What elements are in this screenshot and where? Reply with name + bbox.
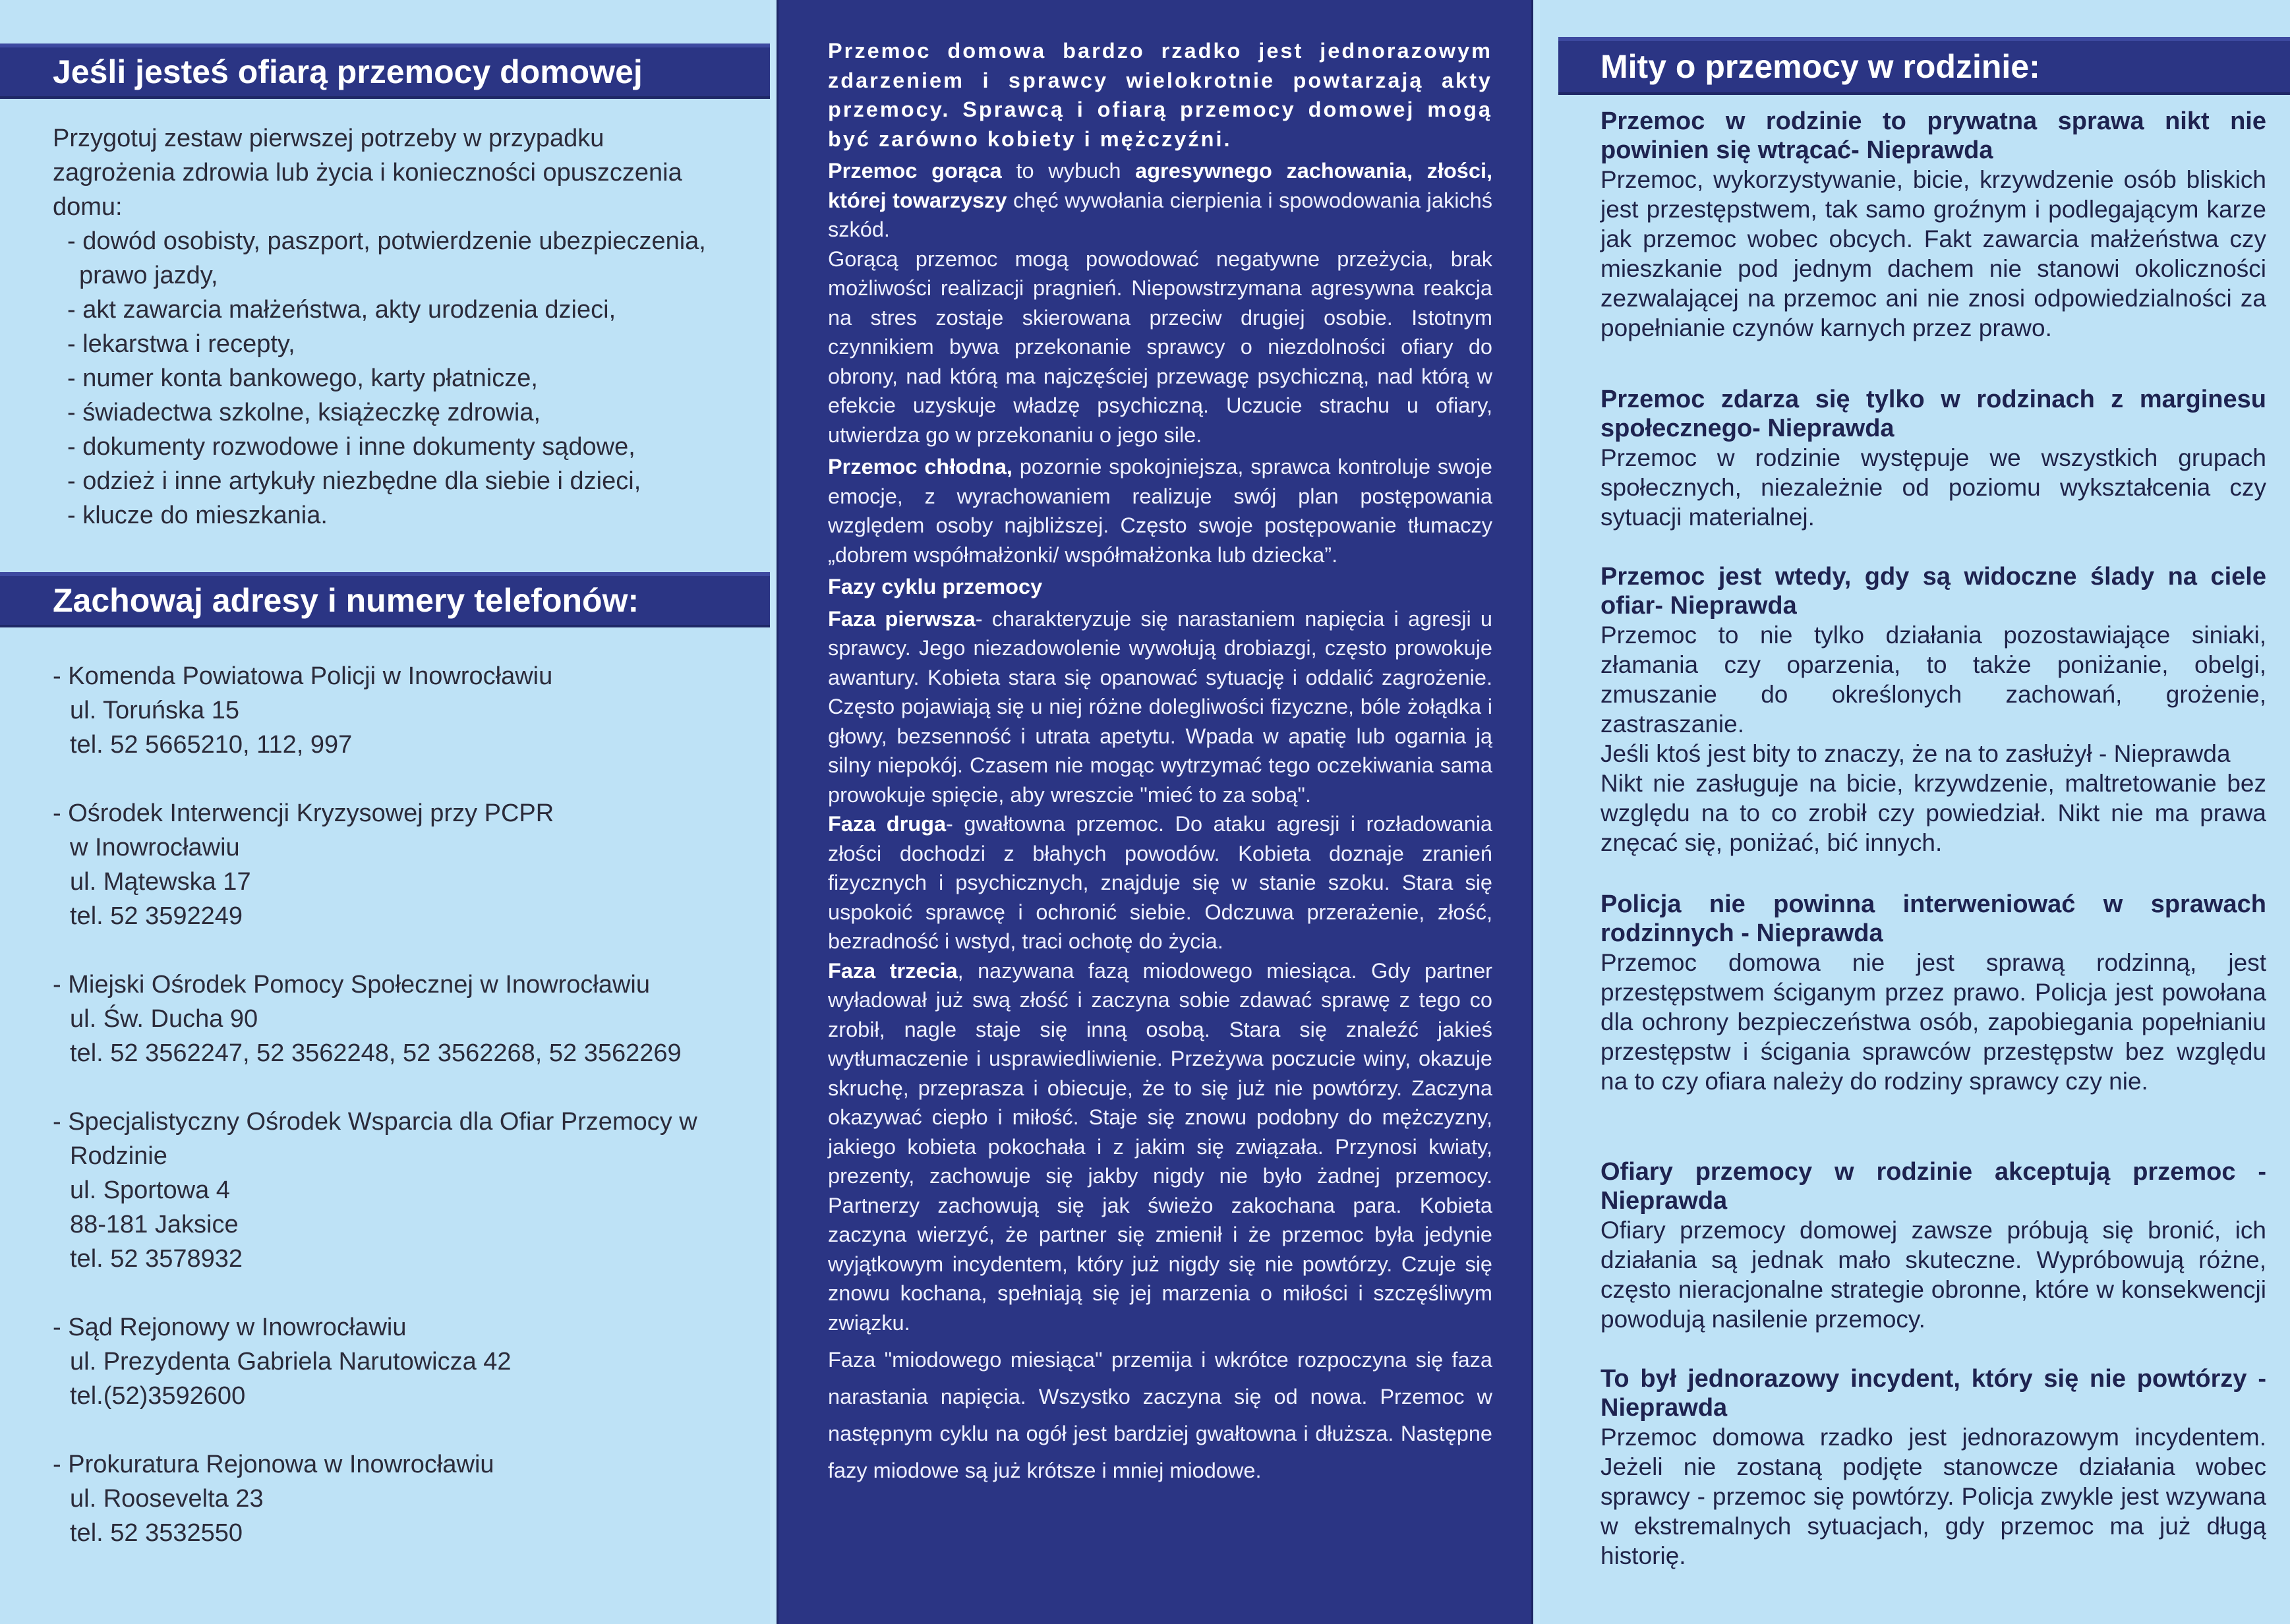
contacts-list (53, 659, 738, 1584)
myth-title: Ofiary przemocy w rodzinie akceptują przemoc - Nieprawda (1600, 1158, 2266, 1215)
contact-name: - Ośrodek Interwencji Kryzysowej przy PCPR (53, 796, 738, 830)
contact-line: ul. Roosevelta 23 (70, 1485, 264, 1513)
hot-violence-label: Przemoc gorąca (828, 159, 1002, 183)
myth-text: Przemoc w rodzinie występuje we wszystkich grupach społecznych, niezależnie od poziomu wykształcenia czy sytuacji materialnej. (1600, 444, 2266, 531)
list-item: - akt zawarcia małżeństwa, akty urodzenia dzieci, (53, 293, 712, 327)
list-item: - lekarstwa i recepty, (53, 327, 712, 361)
emergency-kit-intro: Przygotuj zestaw pierwszej potrzeby w przypadku zagrożenia zdrowia lub życia i konieczności opuszczenia domu: (53, 125, 682, 221)
list-item: - świadectwa szkolne, książeczkę zdrowia, (53, 395, 712, 430)
contact-line: tel.(52)3592600 (70, 1382, 246, 1410)
phases-title (828, 572, 1492, 602)
phases-title-text: Fazy cyklu przemocy (828, 575, 1043, 598)
contact-line: tel. 52 3562247, 52 3562248, 52 3562268, 52 3562269 (70, 1039, 682, 1067)
myth-text: Przemoc domowa rzadko jest jednorazowym incydentem. Jeżeli nie zostaną podjęte stanowcze działania wobec sprawcy - przemoc się powtórzy. Policja zwykle jest wzywana w ekstremalnych sytuacjach, gdy przemoc ma już długą historię. (1600, 1424, 2266, 1569)
ending-paragraph: Faza "miodowego miesiąca" przemija i wkrótce rozpoczyna się faza narastania napięcia. Wszystko zaczyna się od nowa. Przemoc w następnym cyklu na ogół jest bardziej gwałtowna i dłuższa. Następne fazy miodowe są już krótsze i mniej miodowe. (828, 1348, 1492, 1482)
myth-item (1600, 385, 2266, 532)
emergency-kit-list (53, 224, 712, 533)
list-item: - odzież i inne artykuły niezbędne dla siebie i dzieci, (53, 464, 712, 498)
contact-crisis-center (53, 796, 738, 933)
header-if-victim-text: Jeśli jesteś ofiarą przemocy domowej (53, 53, 643, 90)
contact-line: tel. 52 3578932 (70, 1245, 243, 1273)
hot-violence-bold: agresywnego zachowania, złości, której towarzyszy (828, 159, 1492, 212)
hot-violence-paragraph-2: Gorącą przemoc mogą powodować negatywne przeżycia, brak możliwości realizacji pragnień. Niepowstrzymana agresywna reakcja na stres zostaje skierowana przeciw drugiej osobie. Istotnym czynnikiem bywa przekonanie sprawcy o niezdolności ofiary do obrony, nad którą ma najczęściej przewagę psychiczną, nad którą w efekcie uzyskuje władzę psychiczną. Uczucie strachu u ofiary, utwierdza go w przekonaniu o jego sile. (828, 246, 1492, 447)
header-contacts (0, 572, 770, 627)
contact-line: ul. Mątewska 17 (70, 868, 251, 896)
header-myths (1558, 37, 2290, 95)
contact-social-welfare (53, 968, 738, 1070)
contact-line: tel. 52 3592249 (70, 902, 243, 930)
contact-line: Rodzinie (70, 1142, 167, 1170)
contact-line: ul. Sportowa 4 (70, 1176, 230, 1204)
phase-one-label: Faza pierwsza (828, 606, 976, 631)
myth-item (1600, 890, 2266, 1096)
phase-two-label: Faza druga (828, 812, 947, 836)
contact-line: tel. 52 3532550 (70, 1519, 243, 1547)
cold-violence-paragraph (828, 452, 1492, 569)
contact-name: - Prokuratura Rejonowa w Inowrocławiu (53, 1447, 738, 1482)
contact-line: 88-181 Jaksice (70, 1211, 239, 1238)
cold-violence-label: Przemoc chłodna, (828, 455, 1013, 478)
list-item: - numer konta bankowego, karty płatnicze, (53, 361, 712, 395)
hot-violence-paragraph (828, 156, 1492, 245)
contact-line: ul. Św. Ducha 90 (70, 1005, 258, 1033)
phase-one-paragraph (828, 604, 1492, 810)
list-item: - klucze do mieszkania. (53, 498, 712, 533)
contact-name: - Komenda Powiatowa Policji w Inowrocławiu (53, 659, 738, 693)
contact-name: - Sąd Rejonowy w Inowrocławiu (53, 1310, 738, 1345)
contact-line: ul. Toruńska 15 (70, 697, 240, 724)
myth-extra-text: Nikt nie zasługuje na bicie, krzywdzenie, maltretowanie bez względu na to co zrobił czy powiedział. Nikt nie ma prawa znęcać się, poniżać, bić innych. (1600, 770, 2266, 856)
myth-title: To był jednorazowy incydent, który się nie powtórzy - Nieprawda (1600, 1365, 2266, 1422)
myth-text: Ofiary przemocy domowej zawsze próbują się bronić, ich działania są jednak mało skuteczne. Wypróbowują różne, często nieracjonalne strategie obronne, które w konsekwencji powodują nasilenie przemocy. (1600, 1217, 2266, 1333)
contact-district-court (53, 1310, 738, 1413)
myth-title: Policja nie powinna interweniować w sprawach rodzinnych - Nieprawda (1600, 890, 2266, 947)
phase-three-text: , nazywana fazą miodowego miesiąca. Gdy partner wyładował już swą złość i zaczyna sobie zdawać sprawę z tego co zrobił, nagle staje się inną osobą. Stara się znaleźć jakieś wytłumaczenie i usprawiedliwienie. Przeżywa poczucie winy, okazuje skruchę, przeprasza i obiecuje, że to się już nie powtórzy. Zaczyna okazywać ciepło i miłość. Staje się znowu podobny do mężczyzny, jakiego kobieta pokochała i z jakim się związała. Przynosi kwiaty, prezenty, zachowuje się jakby nigdy nie było żadnej przemocy. Partnerzy zachowują się jak świeżo zakochana para. Kobieta zaczyna wierzyć, że partner się zmienił i że przemoc była jedynie wyjątkowym incydentem, który już nigdy się nie powtórzy. Czuje się znowu kochana, spełniają się jej marzenia o miłości i szczęśliwym związku. (828, 958, 1492, 1335)
phase-two-text: - gwałtowna przemoc. Do ataku agresji i rozładowania złości dochodzi z błahych powodów. Kobieta doznaje zranień fizycznych i psychicznych, znajduje się w stanie szoku. Stara się uspokoić sprawcę i ochronić siebie. Odczuwa przerażenie, złość, bezradność i wstyd, traci ochotę do życia. (828, 812, 1493, 953)
contact-name: - Miejski Ośrodek Pomocy Społecznej w Inowrocławiu (53, 968, 738, 1002)
myth-item (1600, 562, 2266, 857)
contact-line: ul. Prezydenta Gabriela Narutowicza 42 (70, 1348, 512, 1376)
myth-title: Przemoc zdarza się tylko w rodzinach z marginesu społecznego- Nieprawda (1600, 386, 2266, 442)
intro-text: Przemoc domowa bardzo rzadko jest jednorazowym zdarzeniem i sprawcy wielokrotnie powtarzają akty przemocy. Sprawcą i ofiarą przemocy domowej mogą być zarówno kobiety i mężczyźni. (828, 39, 1492, 151)
contact-line: w Inowrocławiu (70, 834, 240, 861)
phase-one-text: - charakteryzuje się narastaniem napięcia i agresji u sprawcy. Jego niezadowolenie wywołują drobiazgi, często prowokuje awantury. Kobieta stara się opanować sytuację i oddalić zagrożenie. Często pojawiają się u niej różne dolegliwości fizyczne, bóle żołądka i głowy, bezsenność i utrata apetytu. Wpada w apatię lub ogarnia ją silny niepokój. Czasem nie mogąc wytrzymać tego oczekiwania sama prowokuje spięcie, aby wreszcie "mieć to za sobą". (828, 606, 1492, 807)
intro-paragraph (828, 36, 1492, 154)
list-item: - dokumenty rozwodowe i inne dokumenty sądowe, (53, 430, 712, 464)
header-myths-text: Mity o przemocy w rodzinie: (1600, 48, 2040, 85)
contact-support-center (53, 1105, 738, 1276)
hot-violence-text: chęć wywołania cierpienia i spowodowania jakichś szkód. (828, 188, 1492, 241)
myth-item (1600, 107, 2266, 343)
myth-title: Przemoc jest wtedy, gdy są widoczne ślady na ciele ofiar- Nieprawda (1600, 563, 2266, 620)
emergency-kit-section (53, 121, 712, 533)
contact-name: - Specjalistyczny Ośrodek Wsparcia dla Ofiar Przemocy w (53, 1105, 738, 1139)
myth-text: Przemoc to nie tylko działania pozostawiające siniaki, złamania czy oparzenia, to także poniżanie, obelgi, zmuszanie do określonych zachowań, grożenie, zastraszanie. (1600, 622, 2266, 738)
list-item: - dowód osobisty, paszport, potwierdzenie ubezpieczenia, prawo jazdy, (53, 224, 712, 293)
contact-prosecutor (53, 1447, 738, 1550)
phase-two-paragraph (828, 809, 1492, 956)
myth-text: Przemoc domowa nie jest sprawą rodzinną, jest przestępstwem ściganym przez prawo. Policja jest powołana dla ochrony bezpieczeństwa osób, zapobiegania popełnianiu przestępstw i ścigania sprawców przestępstw bez względu na to czy ofiara należy do rodziny sprawcy czy nie. (1600, 949, 2266, 1095)
contact-police (53, 659, 738, 762)
violence-description (828, 36, 1492, 1489)
myth-title: Przemoc w rodzinie to prywatna sprawa nikt nie powinien się wtrącać- Nieprawda (1600, 107, 2266, 164)
header-if-victim (0, 44, 770, 99)
phase-three-label: Faza trzecia (828, 958, 958, 983)
middle-panel (777, 0, 1533, 1624)
contact-line: tel. 52 5665210, 112, 997 (70, 731, 353, 759)
header-contacts-text: Zachowaj adresy i numery telefonów: (53, 582, 639, 619)
myth-text: Przemoc, wykorzystywanie, bicie, krzywdzenie osób bliskich jest przestępstwem, tak samo groźnym i podlegającym karze jak przemoc wobec obcych. Fakt zawarcia małżeństwa czy mieszkanie pod jednym dachem nie stanowi okoliczności zezwalającej na przemoc ani nie znosi odpowiedzialności za popełnianie czynów karnych przez prawo. (1600, 166, 2266, 341)
phase-three-paragraph (828, 956, 1492, 1338)
myth-item (1600, 1364, 2266, 1571)
cold-violence-text: pozornie spokojniejsza, sprawca kontroluje swoje emocje, z wyrachowaniem realizuje swój plan postępowania względem osoby najbliższej. Często swoje postępowanie tłumaczy „dobrem współmałżonki/ współmałżonka lub dziecka”. (828, 455, 1493, 567)
left-panel (0, 0, 770, 1624)
myth-item (1600, 1157, 2266, 1334)
hot-violence-mid: to wybuch (1001, 159, 1136, 183)
myth-extra-title: Jeśli ktoś jest bity to znaczy, że na to zasłużył - Nieprawda (1600, 740, 2231, 767)
